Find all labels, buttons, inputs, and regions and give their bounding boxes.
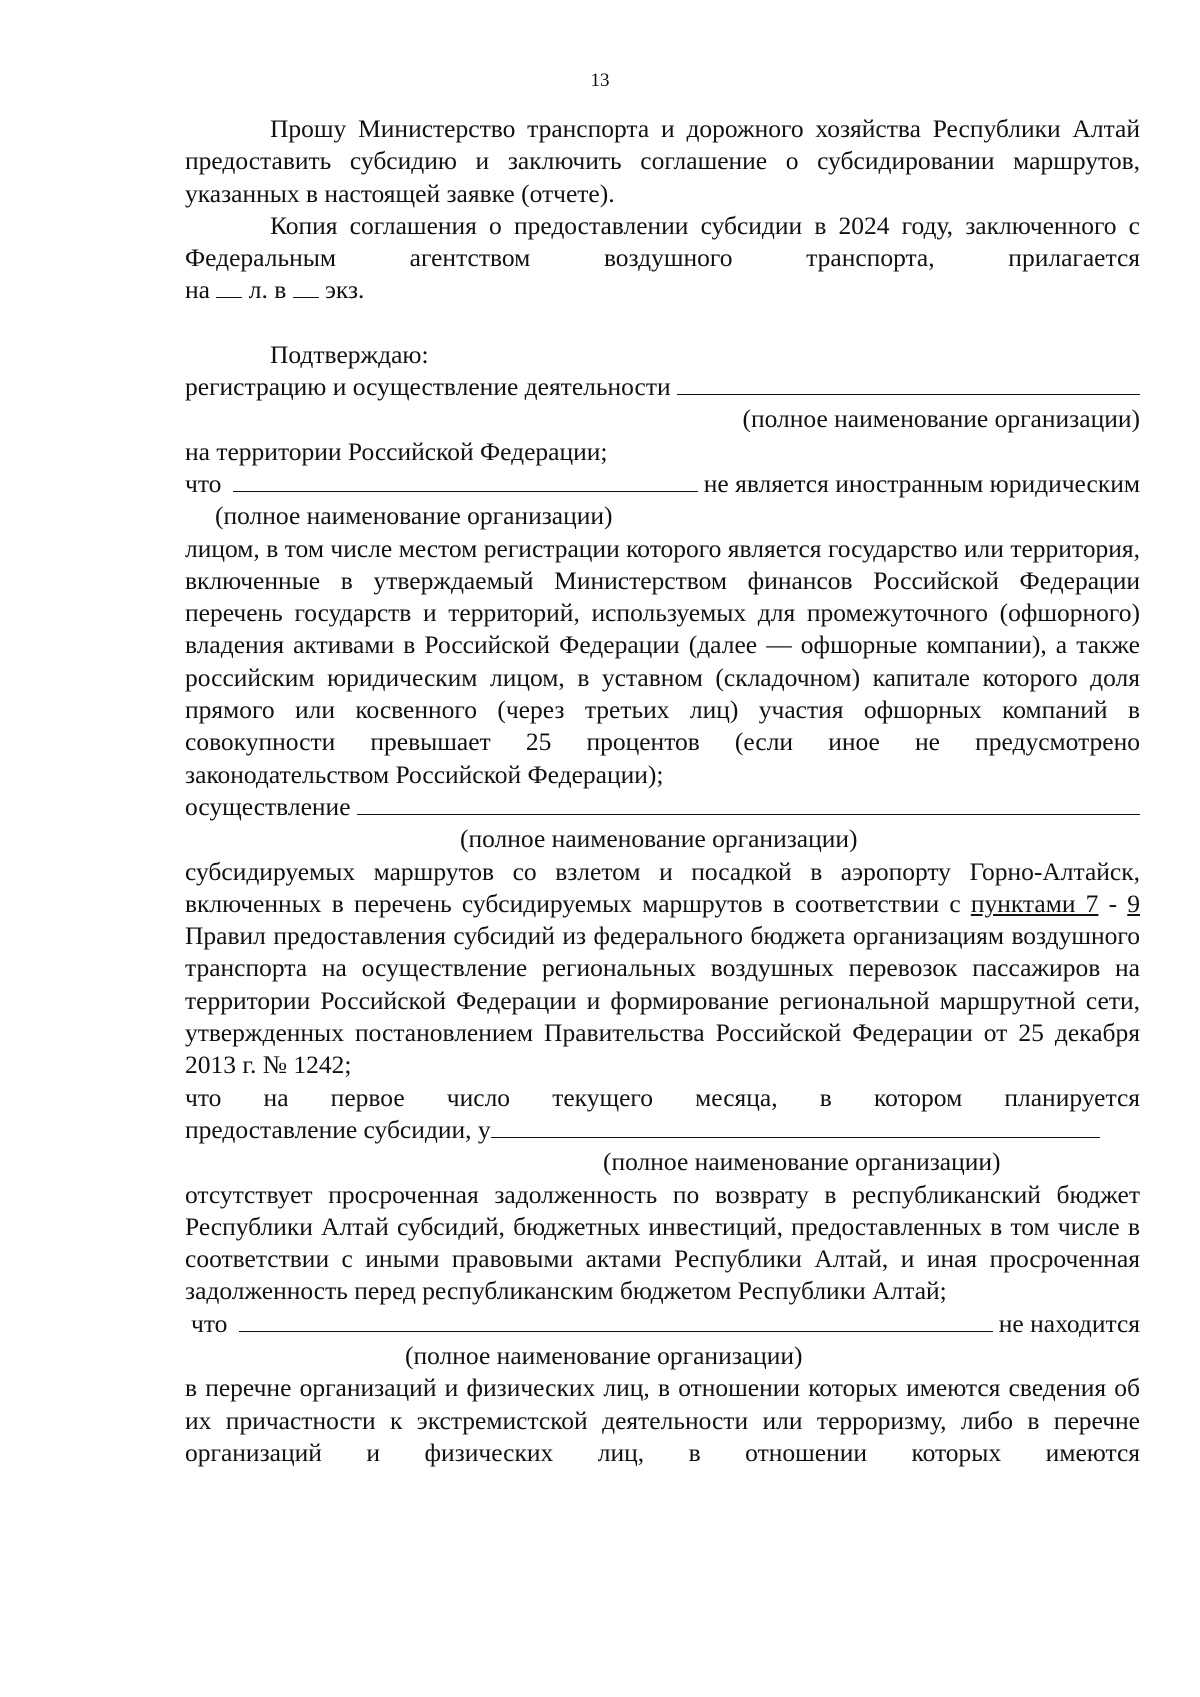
- document-body: [185, 113, 1140, 1469]
- registration-label: регистрацию и осуществление деятельности: [185, 372, 671, 402]
- copies-label: экз.: [324, 275, 365, 305]
- org-name-field-1[interactable]: [677, 372, 1140, 395]
- org-caption-2: (полное наименование организации): [215, 501, 613, 531]
- not-located-label: не находится: [998, 1308, 1140, 1338]
- provision-label: предоставление субсидии, у: [185, 1114, 491, 1144]
- org-name-field-2[interactable]: [233, 469, 697, 492]
- provision-row: [185, 1114, 1140, 1146]
- confirm-heading: Подтверждаю:: [270, 339, 429, 369]
- org-name-field-5[interactable]: [239, 1309, 992, 1332]
- org-name-field-3[interactable]: [357, 792, 1140, 815]
- org-caption-4: (полное наименование организации): [603, 1147, 1001, 1177]
- chto-label-2: что: [191, 1308, 228, 1338]
- sheets-label: л. в: [248, 275, 287, 305]
- routes-pre: субсидируемых маршрутов со взлетом и посадкой в аэропорту Горно-Алтайск, включенных в перечень субсидируемых маршрутов в соответствии с: [185, 856, 1140, 918]
- org-caption-1: (полное наименование организации): [742, 404, 1140, 434]
- routes-paragraph: [185, 856, 1140, 1082]
- na-label: на: [185, 275, 210, 305]
- chto-label-1: что: [185, 468, 222, 498]
- extremism-paragraph: в перечне организаций и физических лиц, в отношении которых имеются сведения об их причастности к экстремистской деятельности или терроризму, либо в перечне организаций и физических лиц, в отношении которых имеются: [185, 1373, 1140, 1467]
- request-paragraph: Прошу Министерство транспорта и дорожного хозяйства Республики Алтай предоставить субсидию и заключить соглашение о субсидировании маршрутов, указанных в настоящей заявке (отчете).: [185, 114, 1140, 208]
- routes-post: Правил предоставления субсидий из федерального бюджета организациям воздушного транспорта на осуществление региональных воздушных перевозок пассажиров на территории Российской Федерации и формирование региональной маршрутной сети, утвержденных постановлением Правительства Российской Федерации от 25 декабря 2013 г. № 1242;: [185, 921, 1140, 1080]
- routes-dash: -: [1108, 888, 1118, 918]
- registration-row: [185, 371, 1140, 403]
- agreement-copy-pages-line: [185, 274, 1140, 306]
- sheets-blank[interactable]: [216, 276, 242, 299]
- not-foreign-label: не является иностранным юридическим: [703, 468, 1140, 498]
- page-number: 13: [590, 70, 610, 91]
- not-located-row: [185, 1308, 1140, 1340]
- first-day-line: что на первое число текущего месяца, в котором планируется: [185, 1082, 1140, 1112]
- debt-paragraph: отсутствует просроченная задолженность по возврату в республиканский бюджет Республики Алтай субсидий, бюджетных инвестиций, предоставленных в том числе в соответствии с иными правовыми актами Республики Алтай, и иная просроченная задолженность перед республиканским бюджетом Республики Алтай;: [185, 1179, 1140, 1306]
- org-caption-3: (полное наименование организации): [460, 824, 858, 854]
- org-name-field-4[interactable]: [491, 1115, 1100, 1138]
- org-caption-5: (полное наименование организации): [405, 1340, 803, 1370]
- offshore-paragraph: лицом, в том числе местом регистрации которого является государство или территория, включенные в утверждаемый Министерством финансов Российской Федерации перечень государств и территорий, используемых для промежуточного (офшорного) владения активами в Российской Федерации (далее — офшорные компании), а также российским юридическим лицом, в уставном (складочном) капитале которого доля прямого или косвенного (через третьих лиц) участия офшорных компаний в совокупности превышает 25 процентов (если иное не предусмотрено законодательством Российской Федерации);: [185, 533, 1140, 789]
- rules-link-2[interactable]: 9: [1127, 888, 1141, 918]
- territory-line: на территории Российской Федерации;: [185, 436, 608, 466]
- osush-label: осуществление: [185, 791, 351, 821]
- not-foreign-row: [185, 468, 1140, 500]
- copies-blank[interactable]: [293, 276, 319, 299]
- osush-row: [185, 791, 1140, 823]
- rules-link-1[interactable]: пунктами 7: [970, 888, 1099, 918]
- agreement-copy-paragraph: Копия соглашения о предоставлении субсидии в 2024 году, заключенного с Федеральным агентством воздушного транспорта, прилагается: [185, 210, 1140, 273]
